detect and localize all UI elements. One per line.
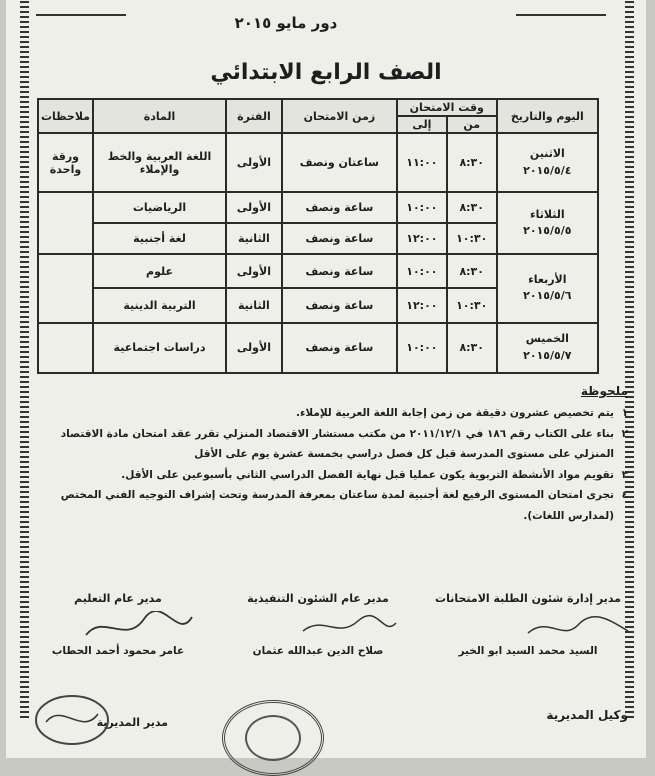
time-from: ٨:٣٠ <box>447 133 497 192</box>
note-text: تجرى امتحان المستوى الرفيع لغة أجنبية لمدة ساعتان بمعرفة المدرسة وتحت إشراف التوجيه الفني المختص (لمدارس اللغات). <box>60 489 614 522</box>
table-row <box>38 323 598 373</box>
table-header-row <box>38 99 598 116</box>
notes-section <box>28 380 628 526</box>
stamp-icon <box>32 692 112 748</box>
time-from: ٨:٣٠ <box>447 254 497 288</box>
duration-cell: ساعة ونصف <box>282 288 397 322</box>
signature-title: مدير إدارة شئون الطلبة الامتحانات <box>435 592 621 605</box>
page-title: الصف الرابع الابتدائي <box>210 60 442 85</box>
signature-name: صلاح الدين عبدالله عثمان <box>252 645 384 657</box>
period-cell: الأولى <box>226 133 282 192</box>
day-date: ٢٠١٥/٥/٥ <box>523 224 572 238</box>
handwritten-signature-icon <box>288 611 408 645</box>
duration-cell: ساعتان ونصف <box>282 133 397 192</box>
day-cell <box>497 192 598 254</box>
table-row <box>38 192 598 223</box>
time-to: ١٠:٠٠ <box>397 192 447 223</box>
document-page <box>6 0 646 758</box>
official-seal-icon <box>222 700 324 776</box>
subject-cell: لغة أجنبية <box>93 223 226 254</box>
header-day-date: اليوم والتاريخ <box>497 99 598 133</box>
subject-cell: الرياضيات <box>93 192 226 223</box>
day-name: الخميس <box>525 332 569 346</box>
header-notes: ملاحظات <box>38 99 93 133</box>
director-label: مدير المديرية <box>96 716 168 729</box>
note-number: ٣ <box>621 468 628 481</box>
notes-title: ملحوظة <box>580 384 628 398</box>
day-cell <box>497 133 598 192</box>
time-to: ١٢:٠٠ <box>397 288 447 322</box>
time-from: ٨:٣٠ <box>447 323 497 373</box>
period-cell: الأولى <box>226 323 282 373</box>
signature-block <box>418 592 638 657</box>
seal-emblem-icon <box>245 715 301 761</box>
header-from: من <box>447 116 497 133</box>
signature-title: مدير عام الشئون التنفيذية <box>247 592 389 605</box>
note-item <box>28 403 628 423</box>
duration-cell: ساعة ونصف <box>282 254 397 288</box>
handwritten-signature-icon <box>518 611 638 645</box>
time-to: ١١:٠٠ <box>397 133 447 192</box>
header-subject: المادة <box>93 99 226 133</box>
header-to: إلى <box>397 116 447 133</box>
subject-cell: علوم <box>93 254 226 288</box>
signature-title: مدير عام التعليم <box>74 592 162 605</box>
day-name: الأربعاء <box>528 272 567 286</box>
time-to: ١٠:٠٠ <box>397 323 447 373</box>
ornament-left <box>36 4 126 26</box>
note-item <box>28 424 628 465</box>
header-duration: زمن الامتحان <box>282 99 397 133</box>
subject-cell: التربية الدينية <box>93 288 226 322</box>
time-to: ١٠:٠٠ <box>397 254 447 288</box>
day-name: الاثنين <box>529 147 565 161</box>
signature-name: السيد محمد السيد ابو الخير <box>458 645 598 657</box>
exam-session: دور مايو ٢٠١٥ <box>234 14 338 32</box>
note-cell <box>38 192 93 254</box>
day-cell <box>497 254 598 323</box>
duration-cell: ساعة ونصف <box>282 192 397 223</box>
note-cell <box>38 254 93 323</box>
time-from: ١٠:٣٠ <box>447 288 497 322</box>
signature-name: عامر محمود أحمد الحطاب <box>51 645 185 657</box>
footer-section <box>26 698 638 758</box>
note-cell: ورقة واحدة <box>38 133 93 192</box>
duration-cell: ساعة ونصف <box>282 323 397 373</box>
table-row <box>38 133 598 192</box>
day-cell <box>497 323 598 373</box>
note-number: ١ <box>621 407 628 420</box>
period-cell: الأولى <box>226 192 282 223</box>
signature-block <box>38 592 198 657</box>
header-period: الفترة <box>226 99 282 133</box>
time-to: ١٢:٠٠ <box>397 223 447 254</box>
note-text: يتم تخصيص عشرون دقيقة من زمن إجابة اللغة العربية للإملاء. <box>295 407 614 420</box>
exam-schedule-table <box>37 98 599 374</box>
ornament-right <box>516 4 606 26</box>
time-from: ١٠:٣٠ <box>447 223 497 254</box>
note-item <box>28 465 628 485</box>
subject-cell: دراسات اجتماعية <box>93 323 226 373</box>
handwritten-signature-icon <box>78 611 198 645</box>
period-cell: الأولى <box>226 254 282 288</box>
note-cell <box>38 323 93 373</box>
note-number: ٤ <box>621 489 628 502</box>
note-number: ٢ <box>621 427 628 440</box>
day-date: ٢٠١٥/٥/٤ <box>523 163 572 177</box>
duration-cell: ساعة ونصف <box>282 223 397 254</box>
subject-cell: اللغة العربية والخط والإملاء <box>93 133 226 192</box>
period-cell: الثانية <box>226 288 282 322</box>
note-text: تقويم مواد الأنشطة التربوية يكون عمليا قبل نهاية الفصل الدراسي الثاني بأسبوعين على الأقل. <box>121 468 614 481</box>
day-name: الثلاثاء <box>529 207 565 221</box>
note-text: بناء على الكتاب رقم ١٨٦ في ٢٠١١/١٢/١ من مكتب مستشار الاقتصاد المنزلي تقرر عقد امتحان مادة الاقتصاد المنزلي على مستوى المدرسة قبل كل فصل دراسي بخمسة عشرة يوم على الأقل <box>60 427 614 461</box>
signatures-section <box>26 592 638 692</box>
time-from: ٨:٣٠ <box>447 192 497 223</box>
deputy-director-label: وكيل المديرية <box>546 708 628 722</box>
signature-block <box>228 592 408 657</box>
note-item <box>28 485 628 526</box>
table-row <box>38 254 598 288</box>
day-date: ٢٠١٥/٥/٦ <box>523 289 572 303</box>
header-exam-time: وقت الامتحان <box>397 99 497 116</box>
day-date: ٢٠١٥/٥/٧ <box>523 348 572 362</box>
period-cell: الثانية <box>226 223 282 254</box>
